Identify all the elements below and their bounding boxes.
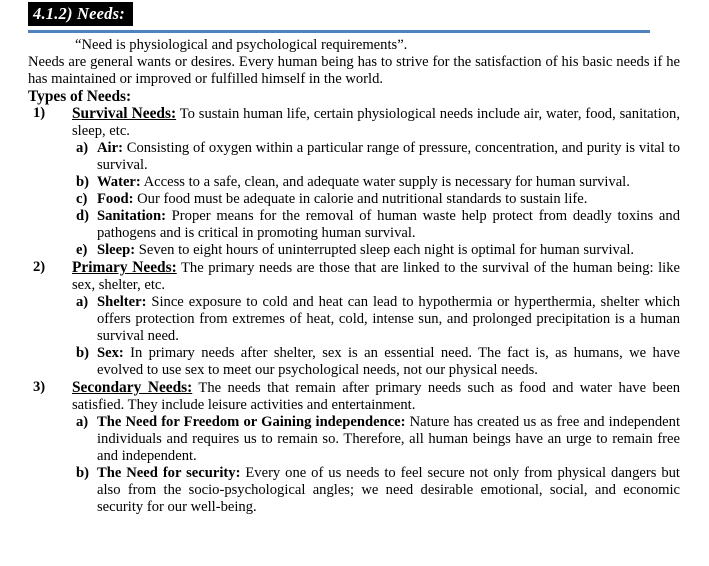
need-section	[28, 259, 680, 379]
needs-sections-list	[28, 105, 680, 516]
sub-items-list	[72, 294, 680, 379]
section-number: 1)	[33, 105, 46, 121]
section-lead-paragraph: Survival Needs: To sustain human life, certain physiological needs include air, water, food, sanitation, sleep, etc.	[72, 105, 681, 139]
section-heading: Primary Needs:	[72, 259, 177, 276]
sub-item-label: The Need for security:	[97, 465, 241, 481]
sub-item-letter: b)	[76, 174, 89, 190]
sub-item-letter: e)	[76, 242, 88, 258]
sub-item: d) Sanitation: Proper means for the removal of human waste help protect from deadly toxins and pathogens and is critical in promoting human survival.	[76, 208, 680, 241]
sub-item-label: Shelter:	[97, 294, 147, 310]
sub-item-letter: d)	[76, 208, 89, 224]
sub-item: b) Water: Access to a safe, clean, and adequate water supply is necessary for human survival.	[76, 174, 630, 190]
sub-item: a) Air: Consisting of oxygen within a particular range of pressure, concentration, and purity is vital to survival.	[76, 140, 680, 173]
sub-item-label: Water:	[97, 174, 141, 190]
sub-item-label: Sleep:	[97, 242, 136, 258]
section-number: 3)	[33, 379, 46, 395]
sub-item: e) Sleep: Seven to eight hours of uninterrupted sleep each night is optimal for human survival.	[76, 242, 635, 258]
sub-item-letter: a)	[76, 140, 89, 156]
title-row	[28, 2, 680, 26]
sub-item-label: Sanitation:	[97, 208, 166, 224]
sub-item-label: Air:	[97, 140, 123, 156]
sub-item-letter: c)	[76, 191, 88, 207]
section-lead-paragraph: Primary Needs: The primary needs are those that are linked to the survival of the human being: like sex, shelter, etc.	[72, 259, 680, 293]
need-section	[28, 105, 680, 259]
heading-rule	[28, 30, 650, 33]
sub-item-letter: a)	[76, 294, 89, 310]
sub-item-letter: b)	[76, 465, 89, 481]
section-number: 2)	[33, 259, 46, 275]
sub-item-label: Food:	[97, 191, 134, 207]
sub-item-letter: b)	[76, 345, 89, 361]
section-title: 4.1.2) Needs:	[28, 2, 133, 26]
sub-item: b) The Need for security: Every one of us needs to feel secure not only from physical dangers but also from the socio-psychological angles; we need desirable emotional, social, and economic security for our well-being.	[76, 465, 680, 515]
section-heading: Secondary Needs:	[72, 379, 193, 396]
types-of-needs-heading: Types of Needs:	[28, 88, 132, 105]
sub-item: b) Sex: In primary needs after shelter, sex is an essential need. The fact is, as humans, we have evolved to use sex to meet our psychological needs, not our physical needs.	[76, 345, 680, 378]
section-lead-paragraph: Secondary Needs: The needs that remain after primary needs such as food and water have been satisfied. They include leisure activities and entertainment.	[72, 379, 680, 413]
section-heading: Survival Needs:	[72, 105, 177, 122]
sub-item: c) Food: Our food must be adequate in calorie and nutritional standards to sustain life.	[76, 191, 588, 207]
sub-item-label: Sex:	[97, 345, 124, 361]
need-section	[28, 379, 680, 516]
sub-item-letter: a)	[76, 414, 89, 430]
sub-item: a) The Need for Freedom or Gaining independence: Nature has created us as free and independent individuals and requires us to remain so. Therefore, all human beings have an urge to remain free and independent.	[76, 414, 680, 464]
sub-item: a) Shelter: Since exposure to cold and heat can lead to hypothermia or hyperthermia, shelter which offers protection from extremes of heat, cold, intense sun, and prolonged precipitation is a human survival need.	[76, 294, 680, 344]
sub-item-label: The Need for Freedom or Gaining independence:	[97, 414, 406, 430]
sub-items-list	[72, 140, 680, 259]
intro-paragraph: Needs are general wants or desires. Every human being has to strive for the satisfaction of his basic needs if he has maintained or improved or fulfilled himself in the world.	[28, 54, 680, 87]
sub-items-list	[72, 414, 680, 516]
definition-quote: “Need is physiological and psychological requirements”.	[75, 37, 408, 53]
